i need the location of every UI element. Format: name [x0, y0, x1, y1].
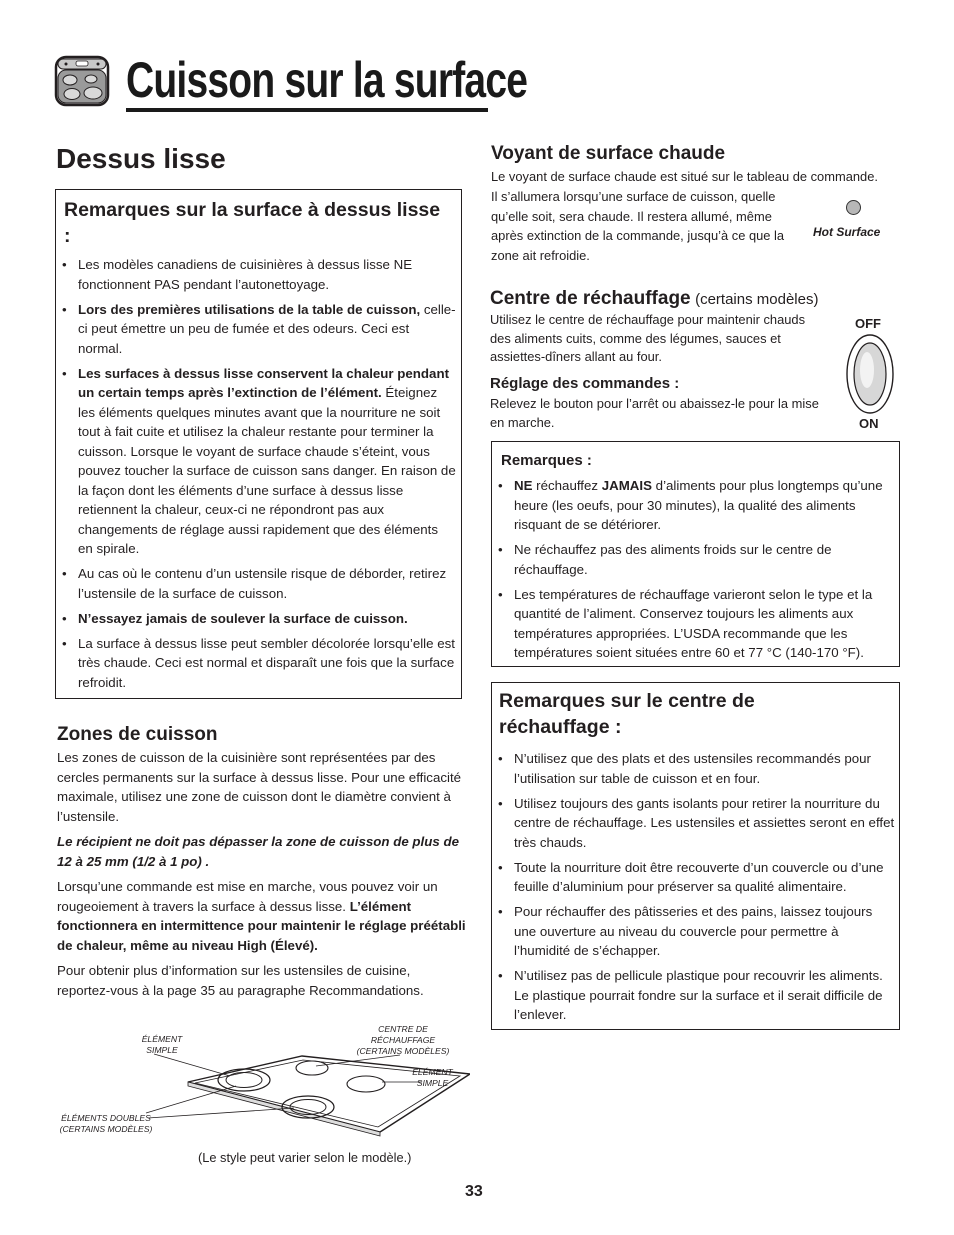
cooking-zones-title: Zones de cuisson	[57, 724, 218, 745]
hot-surface-title: Voyant de surface chaude	[491, 143, 726, 164]
list-item: • N’utilisez pas de pellicule plastique pour recouvrir les aliments. Le plastique pourrait fondre sur la surface et il serait difficile de l’enlever.	[492, 966, 896, 1025]
list-item: • NE réchauffez JAMAIS d’aliments pour plus longtemps qu’une heure (les oeufs, pour 30 minutes), la qualité des aliments risquant de se détériorer.	[492, 476, 894, 535]
list-item: • Lors des premières utilisations de la table de cuisson, celle-ci peut émettre un peu de fumée et des odeurs. Ceci est normal.	[56, 300, 456, 359]
list-item: • Les températures de réchauffage varieront selon le type et la quantité de l’aliment. Conservez toujours les aliments aux températures appropriées. L’USDA recommande que les températures soient situées entre 60 et 77 °C (140-170 °F).	[492, 585, 894, 663]
list-item: • La surface à dessus lisse peut sembler décolorée lorsqu’elle est très chaude. Ceci est normal et disparaît une fois que la surface refroidit.	[56, 634, 456, 693]
warming-notes-list	[492, 476, 894, 668]
warming-center-remarks-box	[491, 682, 900, 1030]
diagram-caption: (Le style peut varier selon le modèle.)	[198, 1150, 412, 1165]
list-item: • Ne réchauffez pas des aliments froids sur le centre de réchauffage.	[492, 540, 894, 579]
label-single-element-left: ÉLÉMENT SIMPLE	[141, 1034, 183, 1055]
hot-surface-indicator-light	[846, 200, 861, 215]
warming-switch-icon	[845, 333, 895, 415]
warming-notes-title: Remarques :	[501, 452, 592, 469]
hot-surface-line: Le voyant de surface chaude est situé sur le tableau de commande.	[491, 169, 878, 184]
cooking-zones-warning: Le récipient ne doit pas dépasser la zone de cuisson de plus de 12 à 25 mm (1/2 à 1 po) .	[57, 834, 459, 869]
page-number: 33	[465, 1183, 483, 1200]
warming-center-title-note: (certains modèles)	[695, 291, 819, 308]
control-settings-title: Réglage des commandes :	[490, 375, 680, 392]
cooking-zones-paragraph: Pour obtenir plus d’information sur les ustensiles de cuisine, reportez-vous à la page 35 au paragraphe Recommandations.	[57, 963, 424, 998]
stove-top-icon	[54, 55, 110, 107]
smooth-top-remarks-list	[56, 255, 456, 698]
smooth-top-remarks-box	[55, 189, 462, 699]
smooth-top-remarks-title: Remarques sur la surface à dessus lisse :	[64, 199, 441, 247]
warming-center-text: Utilisez le centre de réchauffage pour maintenir chauds des aliments cuits, comme des légumes, sauces et assiettes-dîners allant au four.	[490, 312, 806, 364]
switch-off-label: OFF	[855, 316, 881, 331]
warming-center-remarks-title: Remarques sur le centre de réchauffage :	[499, 690, 755, 738]
list-item: • Les surfaces à dessus lisse conservent la chaleur pendant un certain temps après l’extinction de l’élément. Éteignez les éléments quelques minutes avant que la nourriture ne soit tout à fait cuite et utilisez la chaleur restante pour terminer la cuisson. Lorsque le voyant de surface chaude s’éteint, vous pouvez toucher la surface de cuisson sans danger. En raison de la façon dont les éléments d’une surface à dessus lisse retiennent la chaleur, ceux-ci ne répondront pas aux changements de réglage aussi rapidement que des éléments en spirale.	[56, 364, 456, 559]
cooking-zones-text	[57, 748, 467, 1000]
title-underline	[126, 108, 488, 112]
list-item: • N’essayez jamais de soulever la surface de cuisson.	[56, 609, 456, 629]
control-settings-text: Relevez le bouton pour l’arrêt ou abaissez-le pour la mise en marche.	[490, 396, 819, 430]
switch-on-label: ON	[859, 416, 879, 431]
list-item: • Toute la nourriture doit être recouverte d’un couvercle ou d’une feuille d’aluminium pour préserver sa qualité alimentaire.	[492, 858, 896, 897]
list-item: • N’utilisez que des plats et des ustensiles recommandés pour l’utilisation sur table de cuisson et en four.	[492, 749, 896, 788]
warming-notes-box	[491, 441, 900, 667]
label-single-element-right: ÉLÉMENT SIMPLE	[412, 1067, 453, 1088]
page-title: Cuisson sur la surface	[126, 52, 528, 108]
list-item: • Au cas où le contenu d’un ustensile risque de déborder, retirez l’ustensile de la surface de cuisson.	[56, 564, 456, 603]
list-item: • Utilisez toujours des gants isolants pour retirer la nourriture du centre de réchauffage. Les ustensiles et assiettes seront en effet très chauds.	[492, 794, 896, 853]
warming-center-title: Centre de réchauffage	[490, 288, 691, 309]
hot-surface-indicator-label: Hot Surface	[813, 225, 881, 239]
section-title: Dessus lisse	[56, 143, 226, 174]
list-item: • Pour réchauffer des pâtisseries et des pains, laissez toujours une ouverture au niveau du couvercle pour permettre à l’humidité de s’échapper.	[492, 902, 896, 961]
label-warming-center: CENTRE DE RÉCHAUFFAGE (CERTAINS MODÈLES)	[356, 1024, 450, 1056]
list-item: • Les modèles canadiens de cuisinières à dessus lisse NE fonctionnent PAS pendant l’autonettoyage.	[56, 255, 456, 294]
label-double-elements: ÉLÉMENTS DOUBLES (CERTAINS MODÈLES)	[59, 1113, 153, 1134]
warming-center-heading	[490, 288, 818, 310]
cooking-zones-paragraph: Lorsqu’une commande est mise en marche, vous pouvez voir un rougeoiement à travers la surface à dessus lisse. L’élément fonctionnera en intermittence pour maintenir le réglage préétabli de chaleur, même au niveau High (Élevé).	[57, 879, 466, 953]
warming-center-remarks-list	[492, 749, 896, 1030]
cooking-zones-paragraph: Les zones de cuisson de la cuisinière sont représentées par des cercles permanents sur la surface à dessus lisse. Pour une efficacité maximale, utilisez une zone de cuisson dont le diamètre convient à l’ustensile.	[57, 750, 462, 824]
hot-surface-text: Il s’allumera lorsqu’une surface de cuisson, quelle qu’elle soit, sera chaude. Il restera allumé, même après extinction de la commande, jusqu’à ce que la zone ait refroidie.	[491, 189, 785, 263]
